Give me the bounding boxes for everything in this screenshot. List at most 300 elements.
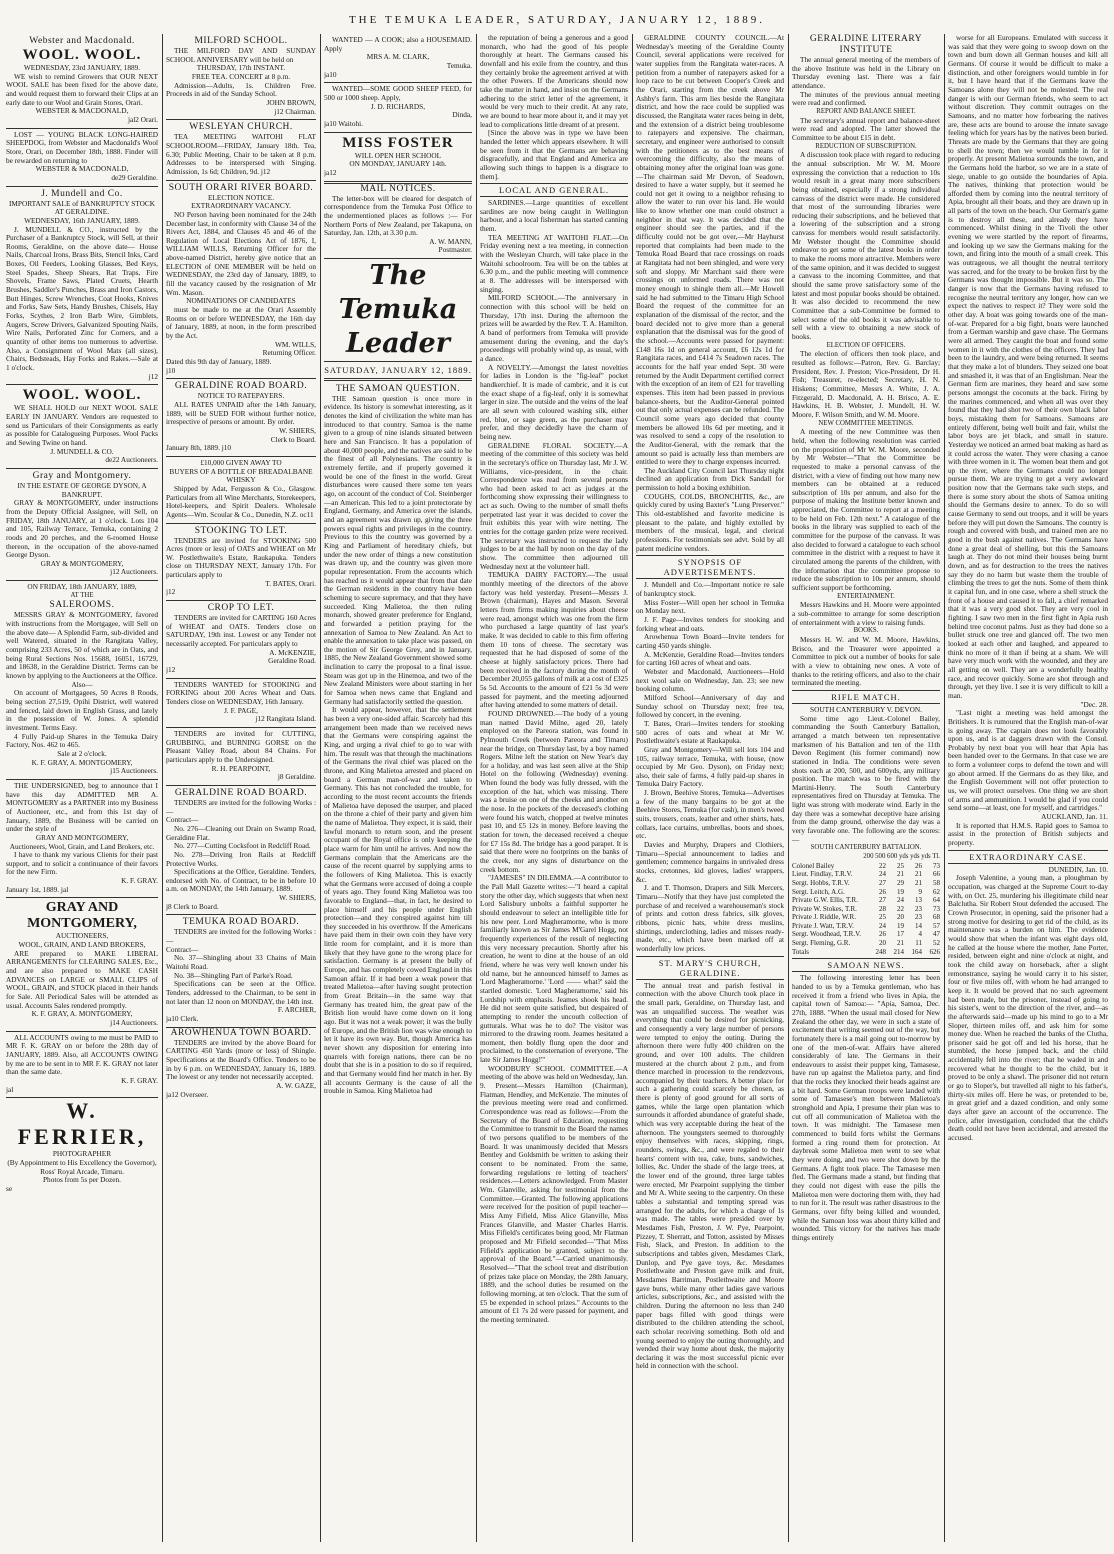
ad-signature: JOHN BROWN,	[266, 97, 316, 107]
news-item: FOUND DROWNED.—The body of a young man named David Milne, aged 20, lately employed on the Pareora station, was found in Pylmouth Creek (between Pareora and Timaru) near the bridge, on Thursday last, by a boy named Rogers. Milne left the station on New Year's day for a holiday, and was last seen alive at the Ship Hotel on the following (Wednesday) evening. When found the body was fully dressed, with the exception of the hat, which was missing. There was a bruise on one of the cheeks and another on the nose. In the pockets of the deceased's clothing were found his watch, chopped at twelve minutes past 10, and £5 12s in money. Before leaving the station for town, the deceased received a cheque for £7 15s 8d. The bridge has a good parapet. It is said that there were no footprints on the banks of the creek, nor any signs of disturbance on the creek bottom.	[480, 708, 628, 874]
section-title: SYNOPSIS OF ADVERTISEMENTS.	[636, 555, 784, 579]
contract-item: No. 276—Cleaning out Drain on Swamp Road, Geraldine Flat.	[166, 823, 316, 842]
ad-title: £10,000 GIVEN AWAY TO	[200, 457, 282, 467]
ad-signature: A. W. GAZE,	[276, 1080, 316, 1090]
ad-title: W. FERRIER,	[17, 1098, 147, 1150]
ad-ref: ja12	[324, 167, 337, 177]
synopsis-item: Davies and Murphy, Drapers and Clothiers, Timaru—Special announcement to ladies and gentlemen; commence bargains in unrivaled dress stocks, cretonnes, kid gloves, ladies' wrappers, &c.	[636, 840, 784, 884]
score-value: 14	[915, 921, 922, 930]
ad-body: WE SHALL HOLD our NEXT WOOL SALE EARLY IN JANUARY. Vendors are requested to send us Particulars of their Consignments as early as possible for Catalogueing Purposes. Wool Packs and Sewing Twine on hand.	[6, 403, 158, 447]
news-item: TEA MEETING AT WAITOHI FLAT.—On Friday evening next a tea meeting, in connection with the Wesleyan Church, will take place in the Waitohi schoolroom. Tea will be on the tables at 6.30 p.m., and the public meeting will commence at 8. The addresses will be interspersed with singing.	[480, 232, 628, 294]
score-name: Sergt. Hobbs, T.R.V.	[792, 878, 850, 887]
ad-subtitle: (By Appointment to His Excellency the Governor),	[7, 1157, 157, 1167]
ad-accounts	[6, 1032, 158, 1099]
ad-ref: January 1st, 1889. jal	[6, 884, 69, 894]
section-title: RIFLE MATCH.	[792, 690, 940, 704]
edition-date: SATURDAY, JANUARY 12, 1889.	[324, 365, 472, 381]
ad-subtitle: PHOTOGRAPHER	[52, 1149, 112, 1159]
ad-signature: J. D. RICHARDS,	[370, 101, 426, 111]
ad-ref: j12 Rangitata Island.	[255, 714, 316, 724]
score-value: 164	[911, 947, 922, 956]
ad-title: IN THE ESTATE OF GEORGE DYSON, A BANKRUPT.	[17, 480, 147, 499]
ad-body: THE UNDERSIGNED, beg to announce that I have this day ADMITTED MR A. MONTGOMERY as a PARTNER into my Business of Auctioneer, etc., and from this 1st day of January, 1889, the Business will be carried on under the style of	[6, 780, 158, 834]
contract-item: No. 278—Driving Iron Rails at Redcliff Protective Works.	[166, 849, 316, 868]
running-head: THE TEMUKA LEADER, SATURDAY, JANUARY 12, 1889.	[348, 14, 766, 26]
subhead: REDUCTION OF SUBSCRIPTION.	[815, 142, 917, 150]
article-title: GERALDINE LITERARY INSTITUTE	[809, 34, 923, 55]
score-value: 57	[933, 921, 940, 930]
firm-heading: Webster and Macdonald.	[29, 36, 135, 46]
score-value: 64	[933, 896, 940, 905]
ad-signature: A. McKENZIE,	[269, 647, 316, 657]
ad-subtitle: WILL OPEN HER SCHOOL	[354, 150, 442, 160]
article-paragraph: [Since the above was in type we have been handed the letter which appears elsewhere. It will be seen from it that the Germans are behaving disgracefully, and that England and America are allowing such things to happen is a disgrace to them].	[480, 128, 628, 181]
ad-subtitle: AT THE	[70, 591, 94, 599]
score-value: 22	[897, 904, 904, 913]
article-paragraph: Joseph Valentine, a young man, a ploughman by occupation, was charged at the Supreme Court to-day with, on Oct. 25, murdering his illegitimate child near Balclutha. Sir Robert Stout defended the accused. The Crown Prosecutor, in opening, said the prisoner had a strong motive for desiring to get rid of the child, as its maintenance was a burden on him. The evidence would show that when the infant was eight days old, he called at the house where the mother, Jane Porter, resided, between eight and nine o'clock at night, and took the child away on horseback, after a slight remonstrance, saying he would carry it to his sister, four or five miles off, with whom he had arranged to keep it. It would be proved that no such agreement had been made, but the prisoner, instead of going to his sister's, went to the direction of the river, and—as the afterwards said—made up his mind to go to a Mr Sloper, thirteen miles off, and ask him for some money due. When he reached the banks of the Clutha, prisoner said he got off and led his horse, that he stumbled, the horse jumped back, and the child accidentally fell into the river; that he waded in and recovered what he thought to be the child, but it proved to be only a shawl. The prisoner did not return or go to Sloper's, but travelled all night to his father's, thirty-six miles off. Here he was, or pretended to be, in great grief and a dazed condition, and only some days after gave an account of the occurrence. The police, after investigation, concluded that the child's death could not have been accidental, and arrested the accused.	[948, 873, 1108, 1143]
score-value: 58	[933, 878, 940, 887]
section-title: MAIL NOTICES.	[360, 183, 436, 194]
ad-body: TEA MEETING WAITOHI FLAT SCHOOLROOM—FRIDAY, January 18th. Tea, 6.30; Public Meeting, Chair to be taken at 8 p.m. Addresses to be interspersed with Singing. Admission, 1s 6d; Children, 9d. j12	[166, 132, 316, 176]
ad-body: J. MUNDELL & CO., instructed by the Purchaser of a Bankruptcy Stock, will Sell, at their Rooms, Geraldine, on the above date— House Nails, Charcoal Irons, Brass Bits, Stencil Inks, Card Boxes, Oil Feeders, Looking Glasses, Bed Keys, Steel Spades, Sheep Shears, Rat Traps, Fire Shovels, Frame Saws, Plated Cruets, Hearth Brushes, Saddler's Punches, Brass and Iron Castors, Butt Hinges, Screw Wrenches, Coat Hooks, Knives and Forks, Saw Sets, Handy Brushes, Chisels, Hay Forks, Scythes, 2 Iron Barb Wire, Gimblets, Augers, Screw Drivers, Galvanized Spouting Nails, Wire Nails, Perforated Zinc for Corners, and a quantity of other items too numerous to advertise. Also, a Consignment of Wool Mats (all sizes), Chairs, Bedsteads, Hay Forks and Rakes.—Sale at 1 o'clock.	[6, 224, 158, 372]
ad-body: NO Person having been nominated for the 24th December last, in conformity with Clause 34 of the Rivers Act, 1884, and Clauses 45 and 46 of the Regulation of Local Elections Act of 1876, I, WILLIAM WILLS, Returning Officer for the above-named District, hereby give notice that an ELECTION of ONE MEMBER will be held on WEDNESDAY, the 23rd day of January, 1889, to fill the vacancy caused by the resignation of Mr Wm. Mason.	[166, 209, 316, 297]
subhead: ENTERTAINMENT.	[837, 592, 895, 600]
article-paragraph: It is reported that H.M.S. Rapid goes to Samoa to assist in the protection of British subjects and property.	[948, 820, 1108, 848]
firm-logo: GRAY AND MONTGOMERY,	[27, 900, 137, 932]
ad-subtitle: BUYERS OF A BOTTLE OF BREADALBANE WHISKY	[169, 466, 313, 485]
ad-subtitle: NOTICE TO RATEPAYERS.	[197, 391, 285, 401]
section-title: LOCAL AND GENERAL.	[480, 183, 628, 197]
section-title: EXTRAORDINARY CASE.	[948, 850, 1108, 864]
ad-title: GERALDINE ROAD BOARD.	[174, 787, 308, 798]
ad-body: must be made to me at the Orari Assembly Rooms on or before WEDNESDAY, the 16th day of January, 1889, at noon, in the form prescribed by the Act.	[166, 305, 316, 341]
ad-ref: j10	[166, 365, 176, 375]
synopsis-item: T. Bates, Orari—Invites tenders for stooking 500 acres of oats and wheat at Mr W. Postlethwaite's estate at Raukapuka.	[636, 718, 784, 746]
news-item: MILFORD SCHOOL.—The anniversary in connection with this school will be held on Thursday, 17th inst. During the afternoon the prizes will be awarded by the Rev. T. A. Hamilton. A band of performers from Temuka will provide amusement during the evening, and the day's proceedings will probably wind up, as usual, with a dance.	[480, 293, 628, 363]
ad-arowhenua	[166, 1028, 316, 1100]
score-value: 73	[933, 904, 940, 913]
score-name: Colonel Bailey	[792, 861, 835, 870]
ad-signature: WEBSTER & MACDONALD,	[35, 106, 129, 116]
score-row	[792, 939, 940, 948]
ad-lost-dog	[6, 129, 158, 187]
score-name: Sergt. Fleming, G.R.	[792, 939, 851, 948]
ad-body: Shipped by Adat, Fergusson & Co., Glasgow. Particulars from all Wine Merchants, Storekeepers, Hotel-keepers, and Spirit Dealers. Wholesale Agents—Wm. Scoular & Co., Dunedin, N.Z. oc11	[166, 483, 316, 519]
score-name: Private G.W. Ellis, T.R.	[792, 896, 858, 905]
column-rule	[944, 34, 945, 1542]
contract-item: No. 37—Shingling about 33 Chains of Main Waitohi Road.	[166, 953, 316, 972]
synopsis-item: Miss Foster—Will open her school in Temuka on Monday next.	[636, 597, 784, 616]
ad-mundell-bankruptcy	[6, 187, 158, 386]
ad-title: IMPORTANT SALE of BANKRUPTCY STOCK AT GERALDINE.	[8, 198, 155, 217]
ad-subtitle: FREE TEA. CONCERT at 8 p.m.	[191, 71, 291, 81]
ad-body: TENDERS are invited by the above Board for CARTING 450 Yards (more or less) of Shingle. Specifications at the Board's Office. Tenders to be in by 6 p.m. on WEDNESDAY, January 16, 1889. The lowest or any tender not necessarily accepted.	[166, 1037, 316, 1082]
ad-body: LOST — YOUNG BLACK LONG-HAIRED SHEEPDOG, from Webster and Macdonald's Wool Store, Orari, on December 18th, 1888. Finder will be rewarded on returning to	[6, 129, 158, 165]
notice-signature: A. W. MANN,	[429, 236, 472, 246]
ad-date: WEDNESDAY, 23rd JANUARY, 1889.	[23, 63, 141, 72]
ad-subtitle: Sale at 2 o'clock.	[57, 748, 107, 758]
contract-item: No. 277—Cutting Cocksfoot in Redcliff Road.	[174, 841, 311, 851]
article-paragraph: The following interesting letter has been handed to us by a Temuka gentleman, who has received it from a friend who lives in Apia, the capital town of Samoa:— "Apia, Samoa, Dec. 27th, 1888. "When the usual mail closed for New Zealand the other day, we were in such a state of excitement that writing seemed out of the way, but fortunately there is a mail going out to-morrow by one of the men-of-war. Affairs have altered considerably of late. The Germans in their endeavours to assist their puppet king, Tamasese, have run up against the Malietoa party, and find that the rocks they knocked their heads against are a bit hard. Some German troops were landed with some of Tamasese's men between Malietoa's stronghold and Apia, I presume their plan was to cut off all communication of Malietoa with the town. It was midnight. The Tamasese men commenced to build forts whilst the Germans formed a ring round them for protection. At daybreak some Malietoa men went to see what they were doing, and two were shot down by the Germans. A fight took place. The Tamasese men fled. The Germans made a stand, but finding that they could not digest with ease the pills the Malietoa men were doctoring them with, they had to run for it. The result was rather disastrous to the Germans, over fifty being killed and wounded, while the Samoan loss was about thirty killed and wounded. This victory for the natives has made things entirely	[792, 973, 940, 1242]
ad-ref: ja10 Clerk.	[166, 1014, 199, 1023]
score-value: 28	[879, 904, 886, 913]
ad-ref: j8 Clerk to Board.	[166, 901, 219, 911]
ad-address: Ross' Royal Arcade, Timaru.	[40, 1166, 124, 1176]
ad-orari-election	[166, 181, 316, 380]
ad-gorse	[166, 728, 316, 786]
ad-signature: K. F. GRAY.	[121, 1075, 158, 1085]
ad-ref: se	[6, 1183, 13, 1193]
news-item: GERALDINE FLORAL SOCIETY.—A meeting of the committee of this society was held in the secretary's office on Thursday last, Mr J. W. Williams, vice-president, in the chair. Correspondence was read from several persons who had been asked to act as judges at the forthcoming show expressing their willingness to act as such. Owing to the number of small thefts perpetrated last year it was decided to cover the fruit exhibits this year with wire netting. The entries for the cottage garden prize were received. The secretary was instructed to request the lady judges to be at the hall by noon on the day of the show. The committee then adjourned till Wednesday next at the volunteer hall.	[480, 440, 628, 571]
synopsis-item: J. F. Page—Invites tenders for stooking and forking wheat and oats.	[636, 615, 784, 633]
article-subtitle: SOUTH CANTERBURY V. DEVON.	[810, 704, 922, 714]
ad-body: THE MILFORD DAY AND SUNDAY SCHOOL ANNIVERSARY will be held on	[166, 46, 316, 64]
synopsis-item: J. and T. Thomson, Drapers and Silk Mercers, Timaru—Notify that they have just completed the purchase of and received a warehouseman's stock of prints and cotton dress fabrics, silk gloves, ribbons, picnic hats, white dress muslins, shirtings, underclothing, ladies and misses ready-made, etc., which have been marked off at wonderfully low prices.	[636, 883, 784, 953]
ad-title: GERALDINE ROAD BOARD.	[174, 381, 308, 392]
ad-signature: W. SHIERS,	[279, 425, 316, 435]
score-value: 24	[879, 870, 886, 879]
ad-signature: Geraldine Road.	[268, 656, 316, 666]
score-row	[792, 879, 940, 888]
synopsis-item: Gray and Montgomery—Will sell lots 104 and 105, railway terrace, Temuka, with house, (now occupied by Mr Geo. Dyson), on Friday next; also, their sale of farms, 4 fully paid-up shares in Temuka Dairy Factory.	[636, 744, 784, 789]
ad-signature: W. SHIERS,	[279, 893, 316, 903]
ad-subtitle: GRAY AND MONTGOMERY,	[35, 832, 129, 842]
column-3	[324, 34, 472, 1542]
synopsis-item: J. Brown, Beehive Stores, Temuka—Advertises a few of the many bargains to be got at the Beehive Stores, Temuka (for cash), in men's tweed suits, trousers, coats, leather and other shirts, hats, collars, lace curtains, umbrellas, boots and shoes, etc.	[636, 788, 784, 841]
score-value: 26	[879, 930, 886, 939]
ad-body: ALL RATES UNPAID after the 14th January, 1889, will be SUED FOR without further notice, irrespective of persons or amount. By order.	[166, 399, 316, 427]
ad-ratepayers	[166, 379, 316, 457]
ad-body: I have to thank my various Clients for their past support, and to solicit a continuance of their favors for the new Firm.	[6, 850, 158, 877]
ad-signature: MRS A. M. CLARK,	[366, 52, 430, 62]
article-paragraph: Messrs H. W. and W. M. Moore, Hawkins, Brisco, and the Treasurer were appointed a Committee to pick out a number of books for sale with a view to obtaining new ones. A vote of thanks to the retiring officers, and also to the chair terminated the meeting.	[792, 634, 940, 688]
ad-crop	[166, 601, 316, 679]
news-item: "JAMESES" IN DILEMMA.—A contributor to the Pall Mall Gazette writes:—"I heard a capital story the other day, which suggests that when next Lord Salisbury unbolts a faithful supporter he should endeavour to select an intelligible title for his new peer. Lord Magheramorne, who is more familiarly known as Sir James M'Garel Hogg, not frequently experiences of the result of neglecting this very necessary precaution. Shortly after his creation, he went to dine at the house of an old friend, where he was very well known under his old name, but he announced himself to James as 'Lord Magheramorne.' 'Lord —— what?' said the startled domestic. 'Lord Magheramorne,' said his Lordship with emphasis. Jeames shook his head. He did not seem quite satisfied, but despaired of attempting to render the uncouth collection of gutturals. What was he to do? The visitor was mirrored to the drawing room. Jeames hesitated a moment, then boldly flung open the door and proclaimed, to the consternation of everyone, 'The late Sir James Hogg!'"	[480, 873, 628, 1065]
article-paragraph: the reputation of being a generous and a good monarch, who had the good of his people thoroughly at heart. The Germans caused his downfall and his exile from the country, and thus they certainly broke the agreement arrived at with the other Powers. If the Americans should now take the matter in hand, and insist on the Germans adhering to the strict letter of the agreement, it would be very much to their credit. At any rate, we are bound to hear more about it, and it may yet lead to complications little dreamt of at present.	[480, 34, 628, 129]
ad-signature: Returning Officer.	[262, 348, 316, 358]
score-row	[792, 905, 940, 914]
score-value: 17	[897, 930, 904, 939]
article-paragraph: It would appear, however, that the settlement has been a very one-sided affair. Scarcely had this arrangement been made than we received news that the Germans were conspiring against the King, and urging a rival chief to go to war with him. The result was that through the machinations of the Germans the rival chief was placed on the throne, and King Malietoa arrested and placed on board a German man-of-war and taken to Germany. This has not concluded the trouble, for according to the most recent accounts the friends of Malietoa have deposed the usurper, and placed on the throne a chief of their party and given him the name of Malietoa. They expect, it is said, their lawful monarch to return soon, and the present occupant of the Royal office is only keeping the place warm for him until he arrives. And now the Germans complain that the Americans are the cause of the recent quarrel by supplying arms to the followers of King Malietoa. This is exactly what the Germans were accused of doing a couple of years ago. They found King Malietoa was too favorable to England—that, in fact, he desired to place himself and his people under English protection—and they conspired against him till they succeeded in his overthrow. If the Americans have paid them in their own coin they have very little room for complaint, and it is more than likely that they have gone to the wrong place for satisfaction. Germany is at present the bully of Europe, and has completely cowed England in this Samoan affair. If it had been a weak power that treated Malietoa—after having sought protection from Great Britain—in the same way that Germany has treated him, the great paw of the British lion would have come down on it long ago. But it was not a weak power; it was the bully of Europe, and the British lion was wise enough to let it have its own way. But, though America has never shown any disposition for entering into quarrels with foreign nations, there can be no doubt that she is in a position to do so if required, and that Germany would find her match in her. By all accounts Germany is the cause of all the trouble in Samoa. King Malietoa had	[324, 705, 472, 1096]
article-paragraph: The minutes of the previous annual meeting were read and confirmed.	[792, 89, 940, 108]
score-value: 22	[879, 861, 886, 870]
ad-ref: j12 Chairman.	[274, 106, 316, 116]
column-rule	[632, 34, 633, 1542]
ad-title: WESLEYAN CHURCH.	[189, 122, 293, 133]
column-rule	[162, 34, 163, 1542]
firm-heading: Gray and Montgomery.	[32, 470, 132, 481]
ad-ref: j15 Auctioneers.	[110, 766, 158, 776]
article-paragraph: A meeting of the new Committee was then held, when the following resolution was carried on the proposition of Mr W. M. Moore, seconded by Mr Webster—"That the Committee be requested to make a personal canvass of the district, with a view of finding out how many new members can be obtained at a reduced subscription of 10s per annum, and also for the purpose of making the Institute better known and appreciated, the Committee to report at a meeting to be held on Feb. 12th next." A catalogue of the books in the library was supplied to each of the committee for the purpose of the canvass. It was also decided to forward a catalogue to each school committee in the district with a request to have it circulated among the parents of the children, with the information that the committee propose to reduce the subscription to 10s per annum, should sufficient support be forthcoming.	[792, 427, 940, 593]
ad-ref: j12 Auctioneers.	[110, 567, 158, 577]
score-value: 21	[897, 939, 904, 948]
article-paragraph: The election of officers then took place, and resulted as follows:—Patron, Rev. G. Barclay; President, Rev. J. Preston; Vice-President, Dr H. Fish; Treasurer, re-elected; Secretary, H. N. Hiskens; Committee, Messrs A. White, J. A. Fitzgerald, D. Macdonald, A. H. Brisco, A. E. Hawkins, H. B. Webster, J. Mundell, H. W. Moore, F. Wilson Smith, and W. M. Moore.	[792, 349, 940, 419]
masthead: The Temuka Leader	[324, 258, 472, 362]
ad-ref: jal2 Orari.	[128, 114, 158, 124]
ad-body: MESSRS GRAY & MONTGOMERY, favored with instructions from the Mortgagee, will Sell on the above date— A Splendid Farm, sub-divided and well Watered, situated in the Rangitata Valley, comprising 233 Acres, 50 of which are in Oats, and being Rural Sections Nos. 15688, 16051, 16729, and 18638, in the Geraldine District. Terms can be known by applying to the Auctioneers at the Office.	[6, 610, 158, 681]
score-row	[792, 913, 940, 922]
score-value: 23	[915, 913, 922, 922]
score-value: 25	[897, 861, 904, 870]
ad-sheep-feed	[324, 83, 472, 132]
ad-gray-salerooms	[6, 581, 158, 780]
score-value: 27	[879, 896, 886, 905]
article-paragraph: Some time ago Lieut.-Colonel Bailey, commanding the South Canterbury Battalion, arranged a match between ten representative marksmen of his Battalion and ten of the 11th Devon Regiment (his former command) now stationed in India. The conditions were seven shots each at 200, 500, and 600yds, any military position. The match was to be fired with the Martini-Henry. The South Canterbury representatives fired on Thursday at Temuka. The light was strong with moderate wind. Early in the day there was a somewhat deceptive haze arising from the damp ground, otherwise the day was a very favorable one. The following are the scores:—	[792, 713, 940, 844]
score-value: 9	[918, 887, 922, 896]
score-value: 25	[879, 913, 886, 922]
score-name: Sergt. Leitch, A.G.	[792, 887, 845, 896]
article-paragraph: Messrs Hawkins and H. Moore were appointed a sub-committee to arrange for some description of entertainment with a view to raising funds.	[792, 600, 940, 627]
score-value: 26	[915, 861, 922, 870]
score-row	[792, 862, 940, 871]
mail-notices	[324, 184, 472, 256]
dateline: AUCKLAND, Jan. 11.	[1041, 812, 1108, 822]
score-value: 626	[929, 947, 940, 956]
ad-signature: GRAY & MONTGOMERY,	[40, 558, 124, 568]
ad-ref: de29 Geraldine.	[111, 172, 158, 182]
score-value: 11	[915, 939, 922, 948]
ad-mundell-wool	[6, 385, 158, 469]
score-row	[792, 888, 940, 897]
column-rule	[788, 34, 789, 1542]
notice-body: The letter-box will be cleared for despatch of correspondence from the Temuka Post Office to the undermentioned places as follows :— For Northern Ports of New Zealand, per Takapuna, on Saturday, Jan. 12th, at 3.30 p.m.	[324, 193, 472, 238]
ad-signature: Clerk to Board.	[270, 434, 316, 444]
ad-title: MISS FOSTER	[342, 134, 454, 151]
news-item: COUGHS, COLDS, BRONCHITIS, &c., are quickly cured by using Baxter's "Lung Preserver." This old-established and favorite medicine is pleasant to the palate, and highly extolled by members of the musical, legal, and clerical professions. For testimonials see advt. Sold by all patent medicine vendors.	[636, 491, 784, 553]
ad-subtitle: EXTRAORDINARY VACANCY.	[191, 201, 291, 211]
ad-signature: J. F. PAGE,	[224, 705, 258, 715]
column-4	[480, 34, 628, 1542]
score-value: 21	[915, 878, 922, 887]
ad-date: THURSDAY, 17th INSTANT.	[196, 63, 286, 73]
ad-body: TENDERS are invited for STOOKING 500 Acres (more or less) of OATS and WHEAT on Mr W. Postlethwaite's Estate, Raukapuka. Tenders close on THURSDAY NEXT, January 17th. For particulars apply to	[166, 535, 316, 580]
ad-body: Admission—Adults, 1s. Children Free. Proceeds in aid of the Sunday School.	[166, 80, 316, 99]
ad-body: WANTED—SOME GOOD SHEEP FEED, for 500 or 1000 sheep. Apply,	[324, 84, 472, 102]
score-value: 23	[915, 904, 922, 913]
score-value: 21	[897, 870, 904, 879]
ad-signature: T. BATES, Orari.	[265, 578, 316, 588]
score-value: 26	[879, 887, 886, 896]
ad-subtitle: Auctioneers, Wool, Grain, and Land Brokers, etc.	[9, 841, 155, 851]
ad-body: TENDERS are invited for the following Works :—	[166, 927, 316, 946]
ad-signature: K. F. GRAY, A. MONTGOMERY,	[31, 757, 133, 767]
synopsis-item: Webster and Macdonald, Auctioneers—Hold next wool sale on Wednesday, Jan. 23; see new booking column.	[636, 666, 784, 694]
ad-partnership	[6, 780, 158, 899]
synopsis-item: Milford School—Anniversary of day and Sunday school on Thursday next; free tea, followed by concert, in the evening.	[636, 692, 784, 720]
ad-body: TENDERS are invited for the following Works :—	[166, 797, 316, 816]
synopsis-item: A. McKenzie, Geraldine Road—Invites tenders for carting 160 acres of wheat and oats.	[636, 649, 784, 668]
score-value: 24	[897, 896, 904, 905]
ad-ref: de22 Auctioneers.	[105, 455, 158, 465]
ad-signature: J. MUNDELL & CO.	[50, 446, 114, 456]
ad-subtitle: Contract—	[166, 944, 199, 954]
ad-body: On account of Mortgagees, 50 Acres 8 Roods, being section 27,519, Opihi District, well watered and fenced, laid down in English Grass, and lately in the possession of W. Jones. A splendid investment. Terms Easy.	[6, 688, 158, 732]
score-value: 20	[879, 939, 886, 948]
ad-ref: January 8th, 1889. j10	[166, 443, 232, 453]
score-value: 27	[879, 878, 886, 887]
ad-tenders-stooking	[166, 679, 316, 728]
column-7	[948, 34, 1108, 1542]
score-name: Private J. Watt, T.R.V.	[792, 921, 854, 930]
dateline: DUNEDIN, Jan. 10.	[1048, 864, 1108, 874]
score-value: 24	[879, 921, 886, 930]
ad-signature: Dinda,	[452, 110, 472, 120]
ad-whisky	[166, 457, 316, 524]
ad-signature: WM. WILLS,	[274, 339, 316, 349]
article-paragraph: The annual treat and parish festival in connection with the above Church took place in the small park, Geraldine, on Thursday last, and was an unqualified success. The weather was everything that could be desired for picnicking, and consequently a very large number of persons were tempted to enjoy the outing. During the afternoon there were fully 400 children on the ground, and over 100 adults. The children mustered at the church about 2 p.m., and from thence marched in procession to the rendezvous, accompanied by their teachers. A better place for such a gathering could scarcely be chosen, as there is plenty of good ground for all sorts of games, while the large open plantation which surrounds it afforded abundance of grateful shade, which was very acceptable during the heat of the afternoon. The youngsters seemed to thoroughly enjoy themselves with races, skipping, rings, rounders, swings, &c., and were regaled to their hearts' content with tea, cake, buns, sandwiches, lollies, &c. Under the shade of the large trees, at the lower end of the ground, three large tables were erected, Mr Pearpoint supplying the timber and Mr A. White seeing to the carpentry. On these tables a substantial and tempting spread was arranged for the adults, for which a charge of 1s was made. The tables were presided over by Mesdames Fish, Preston, J. W. Pye, Pearpoint, Pizzey, T. Sherratt, and Totton, assisted by Misses Fish, Slack, and Preston. In addition to the subscriptions and tables given, Mesdames Clark, Dunlop, and Pye gave toys, &c. Mesdames Postlethwaite and Preston gave milk and fruit, Mesdames Barriman, Postlethwaite and Moore gave buns, while many other ladies gave various articles, subscriptions, &c., and assisted with the children. During the afternoon no less than 240 paper bags filled with good things were distributed to the children attending the school, each scholar receiving something. Both old and young seemed to enjoy the outing thoroughly, and wended their way home about dusk, the majority declaring it was the most successful picnic ever held in connection with the school.	[636, 980, 784, 1371]
article-paragraph: The secretary's annual report and balance-sheet were read and adopted. The latter showed the Committee to be about £15 in debt.	[792, 115, 940, 142]
article-paragraph: worse for all Europeans. Emulated with success it was said that they were going to swoop down on the town and burn down all German houses and kill all Germans. Of course it would be difficult to make a distinction, and other foreigners would tumble in for it, but I have heard that if the Germans leave the Samoans alone they will not be molested. The real danger is with our German friends, who seem to act without discretion. They commit outrages on the Samoans, and no matter how forbearing the natives are, these acts are bound to arouse the innate savage feeling which for years has by the natives been buried. Threats are made by the Germans that they are going to shell the town; then we would tumble in for it properly. At present Malietoa surrounds the town, and the Germans hold the harbor, so we are in a state of siege, unable to go outside the boundaries of Apia. The natives, thinking that protection would be afforded them by coming into the neutral territory of Apia, brought all their boats, and they are drawn up in all parts of the town on the beach. Our German's game is to destroy all these, and already they have commenced. Whilst dining in the Tivoli the other evening we were startled by the report of firearms, and looking up we saw the Germans making for the town, and firing into the mouth of a small creek. This was outrageous, we all thought the neutral territory was sacred, and for the treaty to be broken first by the Germans was thought impossible. But it was so. The danger is now that the Germans having refused to recognise the neutral territory any longer, how can we expect the natives to respect it? They were sold the other day. A boat was going towards one of the man-of-war. Prepared for a big fight, boats were launched from a German warship and gave chase. The Germans were all armed. They caught the boat and found some women in it with the clothes of the officers. They had been to the laundry, and were being returned. It seems that they make a lot of blunders. They seized one boat and smashed it, it was that of an Englishman. Near the German firm are marines, they heard and saw some persons amongst the coconuts at the back. Firing by the marines commenced, and when all was over they found that they had shot two of their own black labor boys, mistaking them for Samoans. Samoans are entirely different, being well built and fair, whilst the labor boys are jet black, and small in stature. Yesterday we noticed an armed boat making as hard as it could across the water. They were chasing a canoe with three women in it. The women beat them and got up the river, where the Germans could no longer pursue them. We are trying to get a very awkward position now that the Germans take such steps, and there is some story about the shots of Samoa uniting should the Germans desire to annex. To do so will cause Germany to send out troops, and it will be years before they will put down the Samoans. The country is rough and covered with bush, and trained men are no good in the bush against natives. The Germans have done a great deal of shelling, but this the Samoans laugh at. They do not mind their houses being burnt down, and as for destruction to the trees the natives say they do no harm but waste them the trouble of climbing the trees to get the nuts. Some of them think it capital fun, and in one case, where a shell struck the front of a house and caused it to fall, a chief remarked that it was a very good shot. They are very cool in fighting. I saw two men in the first fight in Apia rush behind tree coconut palms. Just as they had done so a bullet struck one tree and glanced off. The two men looked at each other and laughed, and appeared to think no more of it than if being at a sham. We will have very much work with the wounded, and they are all getting on well. They are a wonderfully healthy race, and recover quickly. Some are shot through and through, yet they live. I see it is very difficult to kill a man.	[948, 34, 1108, 700]
notice-signature: Postmaster.	[438, 245, 472, 255]
score-table	[792, 862, 940, 957]
score-columns: 200 500 600 yds yds yds Tl.	[863, 853, 940, 861]
contract-item: No. 38—Shingling Part of Parke's Road.	[174, 970, 293, 980]
ad-stooking	[166, 524, 316, 602]
ad-body: Specifications at the Office, Geraldine. Tenders, endorsed with No. of Contract, to be in before 10 a.m. on MONDAY, the 14th January, 1889.	[166, 867, 316, 894]
news-item: WOODBURY SCHOOL COMMITTEE.—A meeting of the above was held on Wednesday, Jan. 9. Present—Messrs Hamilton (Chairman), Flatman, Hendley, and McKenzie. The minutes of the previous meeting were read and confirmed. Correspondence was read as follows:—From the Secretary of the Board of Education, requesting the Committee to transmit to the Board the names of two persons qualified to be members of the Board. It was unanimously decided that Messrs Bentley and Goldsmith be written to asking their consent to be nominated. From the same, forwarding regulations re letting of teachers' residences.—Letters acknowledged. From Master Wm. Glanville, asking for testimonial from the Committee.—Granted. The following applications were received for the position of pupil teacher—Miss Amy Fifield, Miss Alice Glanville, Miss Frances Glanville, and Master Charles Harris. Miss Fifield's certificates being good, Mr Flatman proposed and Mr Fifield seconded—"That Miss Fifield's application be granted, subject to the approval of the Board."—Carried unanimously. Resolved—"That the school treat and distribution of prizes take place on Monday, the 28th January, 1889, and the school duties be resumed on the following morning, at ten o'clock. That the sum of £5 be expended in school prizes." Accounts to the amount of £1 7s 2d were passed for payment, and the meeting terminated.	[480, 1063, 628, 1324]
ad-body: 4 Fully Paid-up Shares in the Temuka Dairy Factory, Nos. 462 to 465.	[6, 731, 158, 750]
ad-ref: j12	[166, 665, 176, 675]
ad-body: TENDERS are invited for CUTTING, GRUBBING, and BURNING GORSE on the Pleasant Valley Road, about 84 Chains. For particulars apply to the Undersigned.	[166, 728, 316, 764]
article-paragraph: "Last night a meeting was held amongst the Britishers. It is rumoured that the English man-of-war is going away. The captain does not look favorably upon us, and is at daggers drawn with the Consul. Probably by next boat you will hear that Apia has been handed over to the Germans. In that case we are to form a volunteer corps to defend the town and will go about armed. If the Germans do as they like, and the English Government will not offer protection to us, we will protect ourselves. One thing we are short of arms and ammunition. I would be glad if you could send some—at least, one for myself, and cartridges."	[948, 708, 1108, 813]
ad-ref: j8 Geraldine.	[277, 772, 316, 782]
synopsis-item: J. Mundell and Co.—Important notice re sale of bankruptcy stock.	[636, 580, 784, 599]
ad-subtitle: Contract—	[166, 815, 199, 825]
ad-signature: R. H. PEARPOINT,	[211, 763, 271, 773]
news-item: A NOVELTY.—Amongst the latest novelties for ladies in London is the "fig-leaf" pocket handkerchief. It is made of cambric, and it is cut the exact shape of a fig-leaf, only it is somewhat larger in size. The outside and the veins of the leaf are all sewn with coloured washing silk, either red, blue, or sage green, as the purchaser may prefer, and they decidedly have the charm of being new.	[480, 362, 628, 441]
score-value: 21	[915, 870, 922, 879]
ad-temuka-works	[166, 915, 316, 1027]
news-item: The Auckland City Council last Thursday night declined an application from Dick Sandall for permission to hold a boxing exhibition.	[636, 465, 784, 493]
column-2	[166, 34, 316, 1542]
ad-title: SALEROOMS.	[49, 600, 115, 611]
column-rule	[320, 34, 321, 1542]
ad-signature: Temuka.	[446, 60, 472, 70]
ad-miss-foster	[324, 133, 472, 184]
ad-ref: j12	[166, 587, 176, 597]
ad-subtitle: WOOL, GRAIN, AND LAND BROKERS,	[18, 940, 146, 950]
column-6	[792, 34, 940, 1542]
ad-body: Specifications can be seen at the Office. Tenders, addressed to the Chairman, to be sent in not later than 12 noon on MONDAY, the 14th inst.	[166, 979, 316, 1006]
section-title: SAMOAN NEWS.	[792, 958, 940, 972]
article-paragraph: THE Samoan question is once more in evidence. Its history is somewhat interesting, as it denotes the kind of civilization the white man has introduced to that country. Samoa is the name given to a group of nine islands situated between here and San Francisco. It has a population of about 40,000 people, and the natives are said to be the finest of all Polynesians. The country is extremely fertile, and if properly governed it would be one of the finest in the world. Great disturbances were caused there some ten years ago, on account of the conduct of Col. Steinberger—an American. This led to a joint protectorate by England, Germany, and America over the islands, and an agreement was drawn up, giving the three powers equal rights and privileges in the country. Previous to this the country was governed by a King and Parliament of hereditary chiefs, but under the new order of things a new constitution was drawn up, and the country was given more popular representation. From the accounts which has reached us it would appear that from that date the German residents in the country have been scheming to secure supremacy, and that they have succeeded. King Malietoa, the then ruling monarch, showed greater preference for England, and forwarded a petition praying for the annexation of Samoa to New Zealand. An Act to enable the annexation to take place was passed, on the motion of Sir George Grey, and in January, 1885, the New Zealand Government showed some inclination to carry the proposal to a final issue. Steam was got up in the Hinemoa, and two of the New Zealand Ministers were about starting in her for Samoa when news came that England and Germany had satisfactorily settled the question.	[324, 393, 472, 706]
column-5	[636, 34, 784, 1542]
subhead: ELECTION OF OFFICERS.	[826, 341, 906, 349]
news-item: TEMUKA DAIRY FACTORY.—The usual monthly meeting of the directors of the above factory was held yesterday. Present—Messrs J. Brown (chairman), Hayes and Mason. Several letters from firms making inquiries about cheese were read, amongst which was one from the firm who purchased a large quantity of last year's make. It was decided to cable to this firm offering them 10 tons of cheese. The secretary was requested that he had disposed of some of the cheese at highly satisfactory prices. There had been received in the factory during the month of December 20,055 gallons of milk at a cost of £325 5s 5d. Accounts to the amount of £21 5s 3d were passed for payment, and the meeting adjourned after having attended to some matters of detail.	[480, 570, 628, 710]
ad-title: SOUTH ORARI RIVER BOARD.	[168, 182, 314, 193]
article-paragraph: The annual general meeting of the members of the above Institute was held in the Library on Thursday evening last. There was a fair attendance.	[792, 55, 940, 90]
article-title: THE SAMOAN QUESTION.	[335, 383, 461, 394]
score-value: 29	[897, 878, 904, 887]
ad-body: ALL ACCOUNTS owing to me must be PAID to MR F. K. GRAY on or before the 28th day of JANUARY, 1889. Also, all ACCOUNTS OWING by me are to be sent in to MR F. K. GRAY not later than the same date.	[6, 1032, 158, 1077]
score-name: Sergt. Woodhead, T.R.V.	[792, 930, 861, 939]
ad-ref: j12	[148, 371, 158, 381]
ad-date: ON MONDAY, JANUARY 14th.	[349, 159, 447, 169]
news-item: SARDINES.—Large quantities of excellent sardines are now being caught in Wellington harbour, and a local fisherman has started canning them.	[480, 198, 628, 234]
ad-body: TENDERS are invited for CARTING 160 Acres of WHEAT and OATS. Tenders close on SATURDAY, 19th inst. Lowest or any Tender not necessarily accepted. For particulars apply to	[166, 613, 316, 649]
ad-signature: WEBSTER & MACDONALD,	[35, 164, 129, 174]
ad-ref: jal	[6, 1084, 14, 1094]
ad-subtitle: ELECTION NOTICE.	[207, 192, 275, 202]
section-title: ST. MARY'S CHURCH, GERALDINE.	[636, 956, 784, 980]
score-row	[792, 930, 940, 939]
ad-ref: ja12 Overseer.	[166, 1089, 209, 1099]
ad-wesleyan	[166, 120, 316, 180]
subhead: BOOKS.	[853, 627, 879, 635]
ad-title: STOOKING TO LET.	[194, 525, 288, 536]
ad-price: Photos from 5s per Dozen.	[42, 1175, 122, 1185]
score-name: Lieut. Findlay, T.R.V.	[792, 870, 853, 879]
ad-title: TEMUKA ROAD BOARD.	[182, 917, 300, 928]
score-value: 4	[918, 930, 922, 939]
score-value: 68	[933, 913, 940, 922]
ad-signature: K. F. GRAY.	[121, 876, 158, 886]
ad-date: WEDNESDAY, 16th JANUARY, 1889.	[24, 215, 140, 225]
ad-signature: K. F. GRAY, A. MONTGOMERY,	[31, 1009, 133, 1019]
ad-title: MILFORD SCHOOL.	[194, 36, 288, 46]
article-paragraph: A discussion took place with regard to reducing the annual subscription. Mr W. M. Moore expressing the conviction that a reduction to 10s would result in a great many more subscribers being obtained, especially if a strong individual canvass of the district were made. He considered that most of the surrounding libraries were reducing their subscriptions, and he believed that a lowering of the subscription and a strong canvass for members would result satisfactorily. Mr Webster thought the Committee should endeavor to get some of the latest books in order to make the rooms more attractive. Members were of the same opinion, and it was decided to suggest a canvass to the incoming Committee, and that should the same prove satisfactory some of the latest and most popular books should be obtained. It was also decided to recommend the new Committee that a sub-Committee be formed to select some of the old books it was advisable to sell with a view to obtaining a new stock of books.	[792, 150, 940, 341]
column-1	[6, 34, 158, 1542]
firm-heading: J. Mundell and Co.	[41, 188, 123, 199]
ad-gray-estate	[6, 469, 158, 581]
score-value: 19	[897, 921, 904, 930]
ad-body: GRAY & MONTGOMERY, under instructions from the Deputy Official Assignee, will Sell, on FRIDAY, 18th JANUARY, at 1 o'clock. Lots 104 and 105, Railway Terrace, Temuka, containing 2 roods and 20 perches, and the 6-roomed House thereon, in the occupation of the above-named George Dyson.	[6, 498, 158, 560]
ad-title: AROWHENUA TOWN BOARD.	[170, 1027, 312, 1038]
subhead: REPORT AND BALANCE SHEET.	[816, 107, 916, 115]
score-value: 20	[897, 913, 904, 922]
score-value: 52	[933, 939, 940, 948]
ad-geraldine-works	[166, 786, 316, 916]
ad-body: WANTED — A COOK; also a HOUSEMAID. Apply	[324, 35, 472, 53]
score-value: 73	[933, 861, 940, 870]
score-name: Totals	[792, 947, 810, 956]
ad-ferrier	[6, 1098, 158, 1193]
news-item: GERALDINE COUNTY COUNCIL.—At Wednesday's meeting of the Geraldine County Council, several applications were received for water supplies from the Rangitata water-races. A petition from a number of ratepayers asked for a loop race to be cut between Cooper's Creek and the Orari, starting from the creek above Mr Ashby's farm. This arm lies beside the Rangitata district, and how the race could be supplied was discussed, the Rangitata water races being in debt, and the extension of a district being troublesome to ratepayers and expensive. The chairman, secretary, and engineer were authorised to consult with the petitioners as to the best means of overcoming the difficulty, also the means of obtaining money after the original loan was gone.—The chairman said Mr Devon, of Seadown, desired to have a water supply, but it seemed he could not get it owing to a neighbor refusing to allow the water to run over his land. He would like to know whether one man could obstruct a neighbor in that way. It was decided that the engineer should see the parties, and if the difficulty could not be got over,—Mr Hayhurst reported that complaints had been made to the Temuka Road Board that race crossings on roads at Rangitata had not been shingled, and were very soft and sloppy. Mr Marchant said there were crossings on unformed roads. There was not money enough to shingle them all.—Mr Howell said he had submitted to the Timaru High School Board the request of the committee for an explanation of the dismissal of the rector, and the board decided not to give more than a general explanation that the dismissal was for the good of the school.—Accounts were passed for payment: £148 16s 1d on general account, £6 12s 1d for Rangitata races, and £414 7s Seadown races. The accounts for the half year ended Sept. 30 were returned by the Audit Department certified correct with the exception of an item of £21 for travelling expenses. This item had been passed in previous balance-sheets, but the Auditor-General pointed out that only actual expenses can be refunded. The Council some years ago decided that county members be allowed 10s 6d per meeting, and it was resolved to send a copy of the resolution to the Auditor-General, with the remark that the amount so paid is actually less than members are entitled to were they to charge expenses incurred.	[636, 34, 784, 467]
ad-wanted-cook	[324, 34, 472, 83]
synopsis-item: Arowhenua Town Board—Invite tenders for carting 450 yards shingle.	[636, 632, 784, 650]
ad-signature: F. ARCHER,	[277, 1005, 316, 1015]
ad-subtitle: AUCTIONEERS,	[55, 931, 109, 941]
ad-title: WOOL. WOOL.	[22, 387, 142, 404]
subhead: NEW COMMITTEE MEETINGS.	[818, 419, 914, 427]
ad-body: TENDERS WANTED for STOOKING and FORKING about 200 Acres Wheat and Oats. Tenders close on WEDNESDAY, 16th January.	[166, 679, 316, 706]
score-value: 248	[875, 947, 886, 956]
ad-body: WE wish to remind Growers that OUR NEXT WOOL SALE has been fixed for the above date, and would request them to forward their Clips at an early date to our Wool and Grain Stores, Orari.	[6, 71, 158, 107]
ad-title: CROP TO LET.	[207, 603, 275, 614]
subhead: SOUTH CANTERBURY BATTALION.	[810, 844, 922, 852]
score-row	[792, 896, 940, 905]
score-totals-row	[792, 948, 940, 957]
ad-subtitle: Also—	[71, 679, 93, 689]
ad-ref: ja10 Waitohi.	[324, 118, 363, 128]
score-name: Private J. Riddle, W.R.	[792, 913, 856, 922]
score-value: 19	[897, 887, 904, 896]
ad-ref: j14 Auctioneers.	[110, 1018, 158, 1027]
score-name: Private W. Stokes, T.R.	[792, 904, 857, 913]
score-value: 62	[933, 887, 940, 896]
ad-title: WOOL. WOOL.	[22, 47, 142, 63]
ad-gray-montgomery	[6, 898, 158, 1031]
ad-webster-wool	[6, 34, 158, 129]
ad-date: ON FRIDAY, 18th JANUARY, 1889,	[27, 582, 137, 592]
letter-date: "Dec. 28.	[1080, 699, 1108, 709]
score-value: 214	[893, 947, 904, 956]
score-value: 66	[933, 870, 940, 879]
score-row	[792, 922, 940, 931]
ad-subtitle: NOMINATIONS OF CANDIDATES	[186, 296, 296, 306]
ad-date: Dated this 9th day of January, 1889.	[166, 357, 272, 366]
ad-milford-school	[166, 34, 316, 120]
